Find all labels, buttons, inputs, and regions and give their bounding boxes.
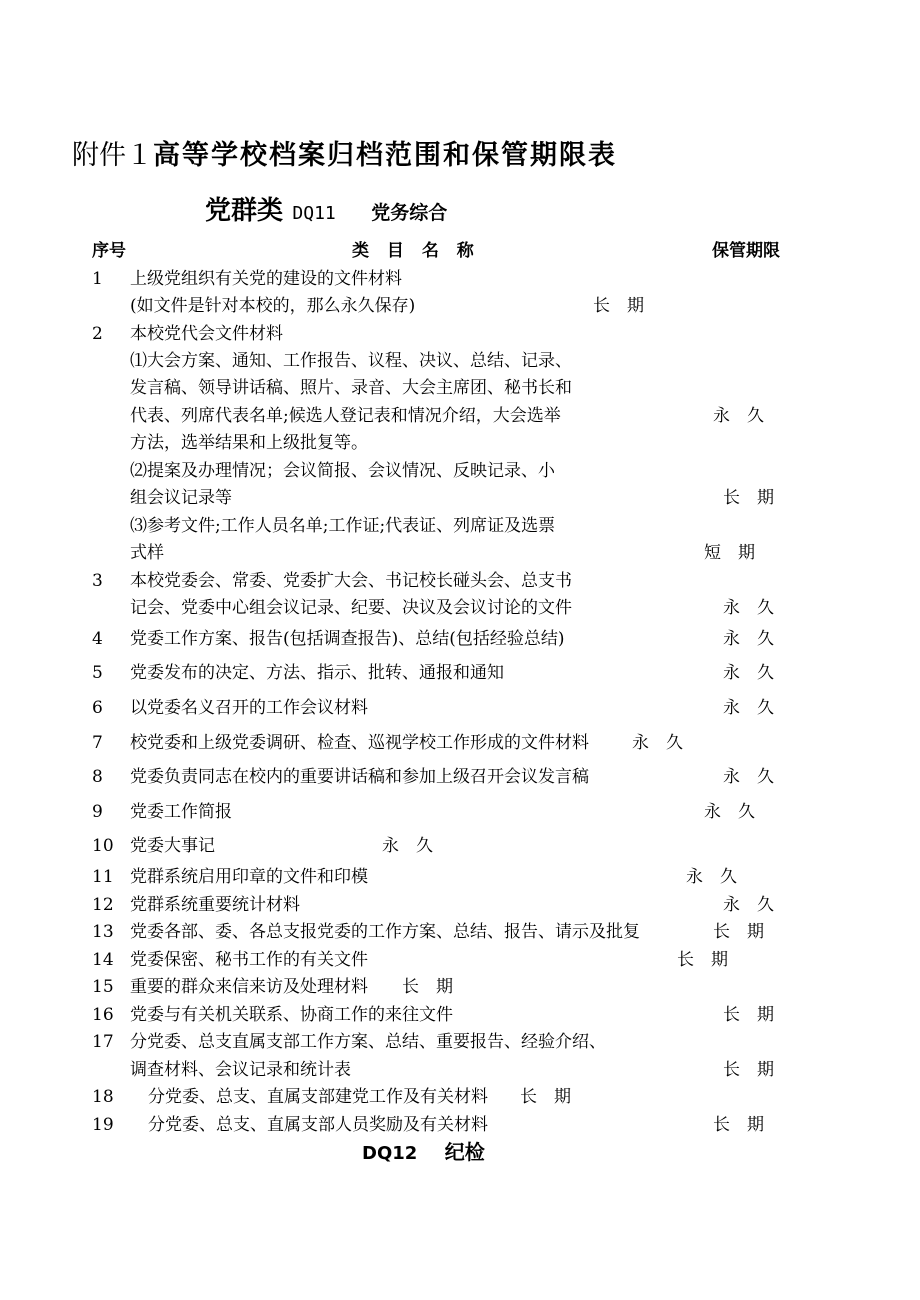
category-heading <box>205 196 447 226</box>
row-period: 永 久 <box>713 406 764 426</box>
attachment-prefix: 附件１ <box>72 140 153 171</box>
row-period: 长 期 <box>723 488 774 508</box>
row-no: 1 <box>92 269 103 289</box>
row-no: 4 <box>92 629 103 649</box>
row-text: ⑴大会方案、通知、工作报告、议程、决议、总结、记录、 <box>130 351 572 371</box>
row-no: 7 <box>92 733 103 753</box>
title-text: 高等学校档案归档范围和保管期限表 <box>153 140 617 171</box>
row-text: 以党委名义召开的工作会议材料 <box>130 698 368 718</box>
row-text: 党委大事记 <box>130 836 215 856</box>
row-no: 11 <box>92 867 114 887</box>
row-no: 12 <box>92 895 114 915</box>
row-text: 本校党代会文件材料 <box>130 324 283 344</box>
row-period: 永 久 <box>382 836 433 856</box>
row-text: 党群系统启用印章的文件和印模 <box>130 867 368 887</box>
row-no: 9 <box>92 802 103 822</box>
row-text: 党委保密、秘书工作的有关文件 <box>130 950 368 970</box>
row-text: 方法，选举结果和上级批复等。 <box>130 433 368 453</box>
row-text: 上级党组织有关党的建设的文件材料 <box>130 269 402 289</box>
row-no: 14 <box>92 950 114 970</box>
next-section-code: DQ12 <box>362 1143 418 1164</box>
row-period: 永 久 <box>723 663 774 683</box>
next-section-heading <box>362 1140 485 1164</box>
category-code: DQ11 <box>292 203 336 224</box>
row-period: 永 久 <box>632 733 683 753</box>
row-no: 15 <box>92 977 114 997</box>
row-text: 调查材料、会议记录和统计表 <box>130 1060 351 1080</box>
row-text: 式样 <box>130 543 164 563</box>
row-period: 长 期 <box>713 922 764 942</box>
row-period: 永 久 <box>723 698 774 718</box>
row-text: 党群系统重要统计材料 <box>130 895 300 915</box>
row-text: (如文件是针对本校的，那么永久保存) <box>130 296 416 316</box>
row-text: ⑵提案及办理情况；会议简报、会议情况、反映记录、小 <box>130 461 555 481</box>
row-text: 党委工作简报 <box>130 802 232 822</box>
row-text: 党委与有关机关联系、协商工作的来往文件 <box>130 1005 453 1025</box>
row-period: 长 期 <box>593 296 644 316</box>
row-period: 永 久 <box>686 867 737 887</box>
row-no: 18 <box>92 1087 114 1107</box>
document-title <box>72 140 617 172</box>
row-period: 短 期 <box>704 543 755 563</box>
row-text: 分党委、总支直属支部工作方案、总结、重要报告、经验介绍、 <box>130 1032 606 1052</box>
header-period: 保管期限 <box>712 241 780 261</box>
row-period: 长 期 <box>520 1087 571 1107</box>
row-text: 校党委和上级党委调研、检查、巡视学校工作形成的文件材料 <box>130 733 589 753</box>
row-period: 永 久 <box>704 802 755 822</box>
row-no: 19 <box>92 1115 114 1135</box>
row-period: 长 期 <box>713 1115 764 1135</box>
row-no: 10 <box>92 836 114 856</box>
header-no: 序号 <box>92 241 126 261</box>
row-period: 永 久 <box>723 598 774 618</box>
row-text: 党委各部、委、各总支报党委的工作方案、总结、报告、请示及批复 <box>130 922 640 942</box>
row-no: 5 <box>92 663 103 683</box>
row-no: 17 <box>92 1032 114 1052</box>
row-text: 分党委、总支、直属支部建党工作及有关材料 <box>148 1087 488 1107</box>
row-text: 发言稿、领导讲话稿、照片、录音、大会主席团、秘书长和 <box>130 378 572 398</box>
row-text: 代表、列席代表名单;候选人登记表和情况介绍，大会选举 <box>130 406 561 426</box>
row-period: 长 期 <box>723 1060 774 1080</box>
header-name: 类 目 名 称 <box>352 241 474 261</box>
row-period: 长 期 <box>723 1005 774 1025</box>
row-text: 组会议记录等 <box>130 488 232 508</box>
row-text: 党委工作方案、报告(包括调查报告)、总结(包括经验总结) <box>130 629 565 649</box>
row-period: 永 久 <box>723 895 774 915</box>
next-section-name: 纪检 <box>444 1140 485 1164</box>
row-no: 8 <box>92 767 103 787</box>
row-text: 党委负责同志在校内的重要讲话稿和参加上级召开会议发言稿 <box>130 767 589 787</box>
row-period: 长 期 <box>677 950 728 970</box>
row-text: 分党委、总支、直属支部人员奖励及有关材料 <box>148 1115 488 1135</box>
row-no: 3 <box>92 571 103 591</box>
row-text: ⑶参考文件;工作人员名单;工作证;代表证、列席证及选票 <box>130 516 556 536</box>
row-no: 16 <box>92 1005 114 1025</box>
row-text: 重要的群众来信来访及处理材料 <box>130 977 368 997</box>
row-no: 2 <box>92 324 103 344</box>
category-sub: 党务综合 <box>371 202 448 224</box>
row-no: 6 <box>92 698 103 718</box>
row-period: 长 期 <box>402 977 453 997</box>
category-name: 党群类 <box>205 196 284 226</box>
row-text: 本校党委会、常委、党委扩大会、书记校长碰头会、总支书 <box>130 571 572 591</box>
row-no: 13 <box>92 922 114 942</box>
row-period: 永 久 <box>723 767 774 787</box>
row-period: 永 久 <box>723 629 774 649</box>
row-text: 记会、党委中心组会议记录、纪要、决议及会议讨论的文件 <box>130 598 572 618</box>
row-text: 党委发布的决定、方法、指示、批转、通报和通知 <box>130 663 504 683</box>
